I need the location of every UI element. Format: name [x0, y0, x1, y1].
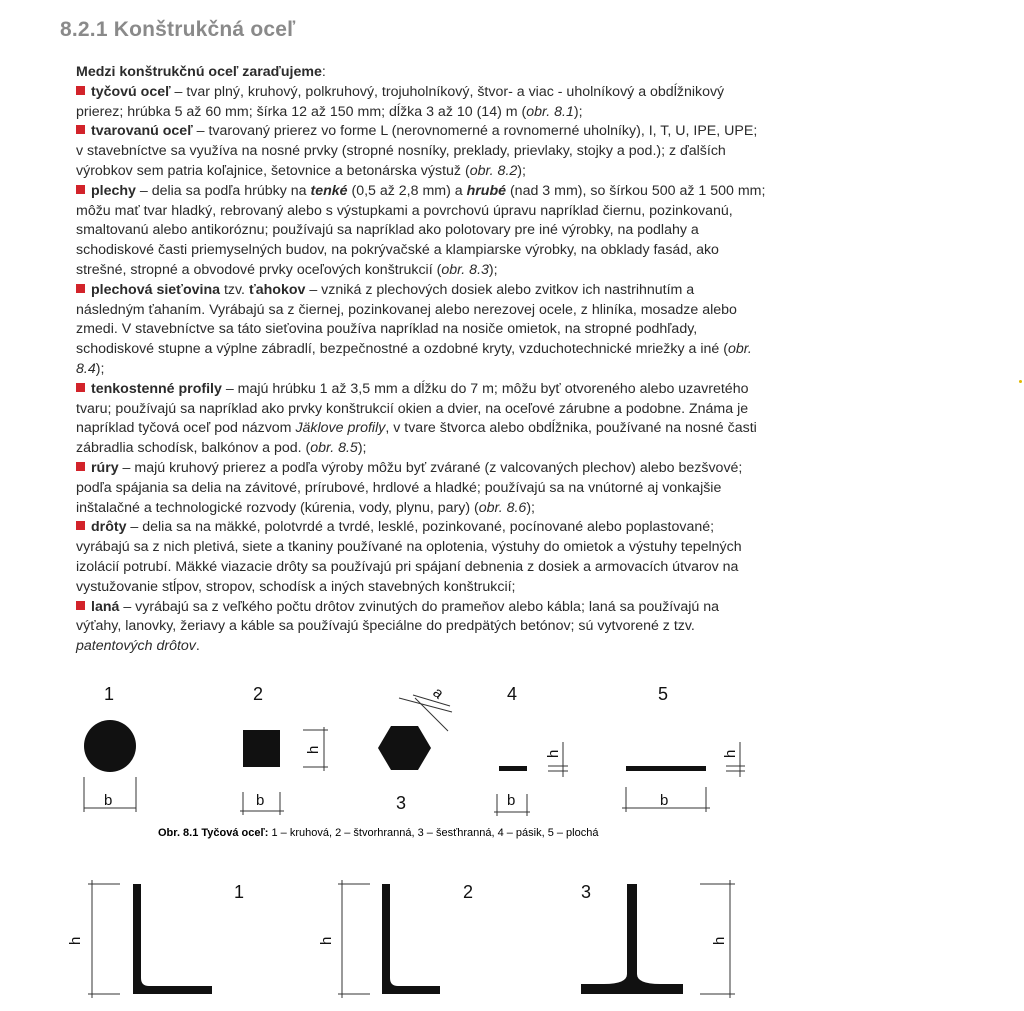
red-square-bullet-icon — [76, 185, 85, 194]
red-square-bullet-icon — [76, 86, 85, 95]
list-item-text: – majú kruhový prierez a podľa výroby môžu byť zvárané (z valcovaných plechov) alebo bezšvové; podľa spájania sa delia na závitové, prírubové, hrdlové a hladké; používajú sa na vnútorné aj vonkajšie inštalačné a technologické rozvody (kúrenia, vody, plynu, pary) ( — [76, 459, 743, 516]
caption-label: Obr. 8.1 Tyčová oceľ: — [158, 827, 269, 839]
red-square-bullet-icon — [76, 521, 85, 530]
dim-b-5: b — [660, 792, 669, 809]
list-item-term: laná — [91, 598, 120, 615]
list-item-text: obr. 8.4 — [76, 341, 752, 377]
list-item-term: tenkostenné profily — [91, 380, 222, 397]
dim-b-1: b — [104, 792, 113, 809]
dim-a-3: a — [429, 684, 447, 703]
list-item-text: obr. 8.5 — [310, 440, 358, 457]
list-item-text: Jäklove profily — [295, 420, 386, 437]
list-item — [76, 459, 766, 518]
list-item-text: obr. 8.3 — [441, 261, 489, 278]
list-item-text: ); — [488, 261, 498, 278]
fig2-number-1: 1 — [234, 882, 245, 902]
dim-b-2: b — [256, 792, 265, 809]
list-item-text: hrubé — [466, 182, 507, 199]
figure-8-1-caption — [158, 827, 599, 839]
fig1-number-1: 1 — [104, 684, 115, 704]
fig1-number-5: 5 — [658, 684, 669, 704]
hexagonal-bar-shape — [378, 684, 452, 770]
fig2-number-3: 3 — [581, 882, 592, 902]
fig1-number-4: 4 — [507, 684, 518, 704]
content-text — [76, 63, 766, 657]
intro-colon: : — [321, 64, 326, 80]
intro-bold: Medzi konštrukčnú oceľ zaraďujeme — [76, 64, 322, 80]
list-item — [76, 380, 766, 459]
angle-profile-2 — [318, 880, 440, 998]
list-item-text: – tvar plný, kruhový, polkruhový, trojuholníkový, štvor- a viac - uholníkový a obdĺžnikový prierez; hrúbka 5 až 60 mm; šírka 12 až 150 mm; dĺžka 3 až 10 (14) m ( — [76, 83, 725, 120]
list-item-text: – delia sa na mäkké, polotvrdé a tvrdé, lesklé, pozinkované, pocínované alebo poplastované; vyrábajú sa z nich pletivá, siete a tkaniny používané na oplotenia, výstuhy do omietok a výstuhy tepelných izolácií potrubí. Mäkké viazacie drôty sa používajú pri spájaní debnenia z dosiek a armovacích útvarov na vystužovanie stĺpov, stropov, schodísk a iných stavebných konštrukcií; — [76, 519, 742, 595]
red-square-bullet-icon — [76, 284, 85, 293]
t-profile-3 — [581, 880, 735, 998]
list-item — [76, 122, 766, 181]
dim-h-2: h — [305, 745, 322, 754]
list-item — [76, 518, 766, 597]
red-square-bullet-icon — [76, 125, 85, 134]
list-item — [76, 281, 766, 380]
angle-profile-1 — [67, 880, 212, 998]
list-item-term: tvarovanú oceľ — [91, 123, 193, 140]
list-item-text: ); — [357, 440, 367, 457]
list-item-text: (0,5 až 2,8 mm) a — [347, 182, 467, 199]
red-square-bullet-icon — [76, 601, 85, 610]
list-item-term: plechy — [91, 182, 136, 199]
list-item-text: , v tvare štvorca alebo obdĺžnika, používané na nosné časti zábradlia schodísk, balkónov a pod. ( — [76, 420, 757, 457]
list-item-text: ); — [517, 162, 526, 179]
section-title: 8.2.1 Konštrukčná oceľ — [60, 18, 296, 41]
steel-types-list — [76, 83, 766, 657]
list-item-text: ); — [573, 103, 583, 120]
square-bar-shape — [240, 727, 328, 815]
list-item-text: ťahokov — [248, 281, 306, 298]
dim-h-4: h — [545, 749, 562, 758]
dim-h-angle-1: h — [67, 936, 84, 945]
caption-text: 1 – kruhová, 2 – štvorhranná, 3 – šesťhranná, 4 – pásik, 5 – plochá — [268, 827, 599, 839]
red-square-bullet-icon — [76, 462, 85, 471]
list-item-term: rúry — [91, 459, 119, 476]
list-item-text: . — [195, 638, 200, 655]
fig2-number-2: 2 — [463, 882, 474, 902]
dim-h-tee-3: h — [711, 936, 728, 945]
figure-8-1 — [0, 672, 1024, 847]
red-square-bullet-icon — [76, 383, 85, 392]
dim-h-5: h — [722, 749, 739, 758]
list-item-text: – vzniká z plechových dosiek alebo zvitkov ich nastrihnutím a následným ťahaním. Vyrábajú sa z čiernej, pozinkovanej alebo nerezovej ocele, z hliníka, mosadze alebo zmedi. V stavebníctve sa táto sieťovina používa napríklad na nosiče omietok, na stropné podhľady, schodiskové stupne a výplne zábradlí, bezpečnostné a ozdobné kryty, vzduchotechnické mriežky a iné ( — [76, 281, 737, 358]
list-item-text: obr. 8.2 — [469, 162, 518, 179]
list-item-text: – majú hrúbku 1 až 3,5 mm a dĺžku do 7 m; môžu byť otvoreného alebo uzavretého tvaru; používajú sa napríklad ako prvky konštrukcií okien a dvier, na oceľové zárubne a podobne. Známa je napríklad tyčová oceľ pod názvom — [76, 380, 749, 437]
list-item-term: tyčovú oceľ — [91, 83, 171, 100]
dim-b-4: b — [507, 792, 516, 809]
list-item-text: – vyrábajú sa z veľkého počtu drôtov zvinutých do prameňov alebo kábla; laná sa používajú na výťahy, lanovky, žeriavy a káble sa používajú špeciálne do predpätých betónov; sú vytvorené z tzv. — [76, 598, 719, 635]
strip-bar-shape — [494, 742, 568, 816]
stray-dot — [1019, 380, 1022, 383]
list-item — [76, 598, 766, 657]
round-bar-shape — [84, 720, 136, 812]
list-item-text: tzv. — [220, 281, 249, 298]
fig1-number-2: 2 — [253, 684, 264, 704]
list-item-text: – tvarovaný prierez vo forme L (nerovnomerné a rovnomerné uholníky), I, T, U, IPE, UPE; v stavebníctve sa využíva na nosné prvky (stropné nosníky, preklady, prievlaky, stojky a pod.); z ďalších výrobkov sem patria koľajnice, šetovnice a betonárska výstuž ( — [76, 123, 758, 179]
list-item-text: patentových drôtov — [76, 638, 196, 655]
fig1-number-3: 3 — [396, 793, 407, 813]
list-item — [76, 182, 766, 281]
list-item-term: drôty — [91, 519, 127, 536]
intro-line — [76, 63, 766, 83]
list-item-text: obr. 8.6 — [478, 499, 527, 516]
flat-bar-shape — [622, 742, 745, 812]
list-item-text: tenké — [310, 182, 348, 199]
list-item-text: (nad 3 mm), so šírkou 500 až 1 500 mm; môžu mať tvar hladký, rebrovaný alebo s výstupkami a povrchovú úpravu napríklad čiernu, pozinkovanú, smaltovanú alebo antikoróznu; používajú sa napríklad ako polotovary pre iné výrobky, na podlahy a schodiskové časti priemyselných budov, na pokrývačské a klampiarske výrobky, na obklady fasád, ako strešné, stropné a obvodové prvky oceľových konštrukcií ( — [76, 182, 766, 278]
list-item-text: – delia sa podľa hrúbky na — [135, 182, 311, 199]
list-item-text: obr. 8.1 — [526, 103, 574, 120]
list-item-term: plechová sieťovina — [91, 281, 221, 298]
figure-8-2 — [0, 870, 1024, 1011]
list-item — [76, 83, 766, 123]
list-item-text: ); — [526, 499, 535, 516]
dim-h-angle-2: h — [318, 936, 335, 945]
list-item-text: ); — [95, 360, 105, 377]
